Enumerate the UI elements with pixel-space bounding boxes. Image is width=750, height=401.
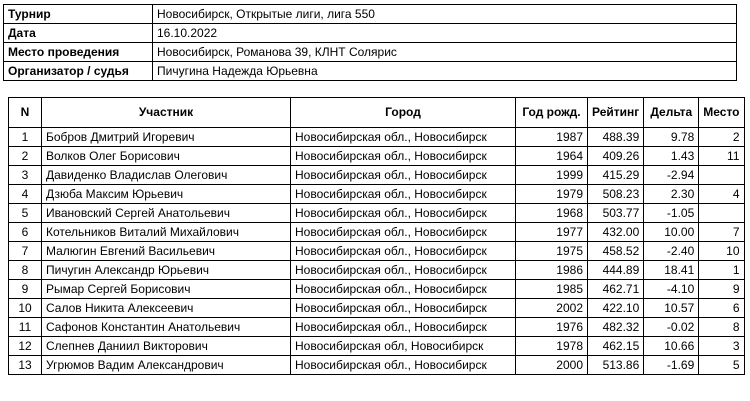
cell-place: 6 <box>699 299 744 318</box>
cell-city: Новосибирская обл., Новосибирск <box>291 166 516 185</box>
cell-rating: 513.86 <box>588 356 644 375</box>
cell-city: Новосибирская обл., Новосибирск <box>291 280 516 299</box>
table-row <box>9 128 745 147</box>
table-row <box>9 147 745 166</box>
cell-number: 6 <box>9 223 42 242</box>
cell-participant: Салов Никита Алексеевич <box>42 299 291 318</box>
cell-delta: 10.00 <box>644 223 699 242</box>
cell-rating: 432.00 <box>588 223 644 242</box>
cell-number: 7 <box>9 242 42 261</box>
cell-birth-year: 1964 <box>516 147 588 166</box>
table-row <box>9 356 745 375</box>
info-row-organizer <box>4 62 737 81</box>
cell-place <box>699 166 744 185</box>
cell-birth-year: 1979 <box>516 185 588 204</box>
cell-delta: -2.40 <box>644 242 699 261</box>
cell-delta: 10.57 <box>644 299 699 318</box>
table-row <box>9 166 745 185</box>
cell-rating: 488.39 <box>588 128 644 147</box>
info-value-date: 16.10.2022 <box>153 24 737 43</box>
header-number: N <box>9 98 42 128</box>
cell-rating: 444.89 <box>588 261 644 280</box>
results-table <box>8 97 745 375</box>
cell-place: 7 <box>699 223 744 242</box>
header-participant: Участник <box>42 98 291 128</box>
cell-place <box>699 204 744 223</box>
cell-participant: Рымар Сергей Борисович <box>42 280 291 299</box>
cell-number: 5 <box>9 204 42 223</box>
cell-place: 5 <box>699 356 744 375</box>
cell-city: Новосибирская обл., Новосибирск <box>291 223 516 242</box>
cell-delta: 18.41 <box>644 261 699 280</box>
table-row <box>9 242 745 261</box>
header-delta: Дельта <box>644 98 699 128</box>
header-city: Город <box>291 98 516 128</box>
cell-birth-year: 1975 <box>516 242 588 261</box>
cell-place: 11 <box>699 147 744 166</box>
table-row <box>9 204 745 223</box>
cell-participant: Угрюмов Вадим Александрович <box>42 356 291 375</box>
cell-delta: -1.05 <box>644 204 699 223</box>
cell-participant: Давиденко Владислав Олегович <box>42 166 291 185</box>
cell-rating: 422.10 <box>588 299 644 318</box>
cell-birth-year: 1985 <box>516 280 588 299</box>
cell-number: 13 <box>9 356 42 375</box>
cell-birth-year: 1976 <box>516 318 588 337</box>
cell-city: Новосибирская обл., Новосибирск <box>291 128 516 147</box>
cell-participant: Ивановский Сергей Анатольевич <box>42 204 291 223</box>
cell-place: 4 <box>699 185 744 204</box>
cell-birth-year: 1987 <box>516 128 588 147</box>
cell-city: Новосибирская обл., Новосибирск <box>291 147 516 166</box>
info-value-venue: Новосибирск, Романова 39, КЛНТ Солярис <box>153 43 737 62</box>
info-label-venue: Место проведения <box>4 43 153 62</box>
cell-number: 11 <box>9 318 42 337</box>
cell-participant: Бобров Дмитрий Игоревич <box>42 128 291 147</box>
cell-city: Новосибирская обл, Новосибирск <box>291 337 516 356</box>
info-value-tournament: Новосибирск, Открытые лиги, лига 550 <box>153 5 737 24</box>
results-body <box>9 128 745 375</box>
cell-number: 9 <box>9 280 42 299</box>
table-row <box>9 280 745 299</box>
cell-city: Новосибирская обл., Новосибирск <box>291 356 516 375</box>
cell-place: 3 <box>699 337 744 356</box>
cell-birth-year: 2002 <box>516 299 588 318</box>
cell-number: 2 <box>9 147 42 166</box>
cell-rating: 482.32 <box>588 318 644 337</box>
table-row <box>9 337 745 356</box>
cell-participant: Котельников Виталий Михайлович <box>42 223 291 242</box>
cell-rating: 508.23 <box>588 185 644 204</box>
header-birth-year: Год рожд. <box>516 98 588 128</box>
cell-delta: 10.66 <box>644 337 699 356</box>
cell-participant: Пичугин Александр Юрьевич <box>42 261 291 280</box>
header-rating: Рейтинг <box>588 98 644 128</box>
table-row <box>9 261 745 280</box>
cell-participant: Сафонов Константин Анатольевич <box>42 318 291 337</box>
cell-birth-year: 1977 <box>516 223 588 242</box>
cell-participant: Волков Олег Борисович <box>42 147 291 166</box>
cell-number: 1 <box>9 128 42 147</box>
cell-birth-year: 1978 <box>516 337 588 356</box>
cell-delta: -2.94 <box>644 166 699 185</box>
cell-rating: 462.71 <box>588 280 644 299</box>
cell-place: 10 <box>699 242 744 261</box>
table-row <box>9 223 745 242</box>
cell-delta: -4.10 <box>644 280 699 299</box>
cell-place: 2 <box>699 128 744 147</box>
cell-birth-year: 1986 <box>516 261 588 280</box>
info-row-date <box>4 24 737 43</box>
cell-delta: 9.78 <box>644 128 699 147</box>
cell-rating: 409.26 <box>588 147 644 166</box>
info-label-organizer: Организатор / судья <box>4 62 153 81</box>
cell-delta: 1.43 <box>644 147 699 166</box>
cell-number: 8 <box>9 261 42 280</box>
cell-participant: Слепнев Даниил Викторович <box>42 337 291 356</box>
cell-birth-year: 2000 <box>516 356 588 375</box>
cell-delta: -0.02 <box>644 318 699 337</box>
cell-place: 9 <box>699 280 744 299</box>
cell-city: Новосибирская обл., Новосибирск <box>291 318 516 337</box>
table-row <box>9 185 745 204</box>
cell-participant: Малюгин Евгений Васильевич <box>42 242 291 261</box>
cell-number: 4 <box>9 185 42 204</box>
cell-city: Новосибирская обл., Новосибирск <box>291 242 516 261</box>
cell-city: Новосибирская обл., Новосибирск <box>291 261 516 280</box>
cell-place: 1 <box>699 261 744 280</box>
tournament-info-table <box>3 4 737 81</box>
cell-number: 12 <box>9 337 42 356</box>
table-row <box>9 318 745 337</box>
info-row-tournament <box>4 5 737 24</box>
cell-place: 8 <box>699 318 744 337</box>
cell-number: 3 <box>9 166 42 185</box>
cell-city: Новосибирская обл., Новосибирск <box>291 204 516 223</box>
cell-delta: 2.30 <box>644 185 699 204</box>
cell-birth-year: 1999 <box>516 166 588 185</box>
cell-participant: Дзюба Максим Юрьевич <box>42 185 291 204</box>
cell-city: Новосибирская обл., Новосибирск <box>291 185 516 204</box>
cell-rating: 503.77 <box>588 204 644 223</box>
cell-rating: 458.52 <box>588 242 644 261</box>
info-label-tournament: Турнир <box>4 5 153 24</box>
info-row-venue <box>4 43 737 62</box>
cell-delta: -1.69 <box>644 356 699 375</box>
cell-number: 10 <box>9 299 42 318</box>
results-header-row <box>9 98 745 128</box>
table-row <box>9 299 745 318</box>
cell-rating: 415.29 <box>588 166 644 185</box>
info-value-organizer: Пичугина Надежда Юрьевна <box>153 62 737 81</box>
cell-city: Новосибирская обл., Новосибирск <box>291 299 516 318</box>
cell-birth-year: 1968 <box>516 204 588 223</box>
cell-rating: 462.15 <box>588 337 644 356</box>
info-label-date: Дата <box>4 24 153 43</box>
header-place: Место <box>699 98 744 128</box>
